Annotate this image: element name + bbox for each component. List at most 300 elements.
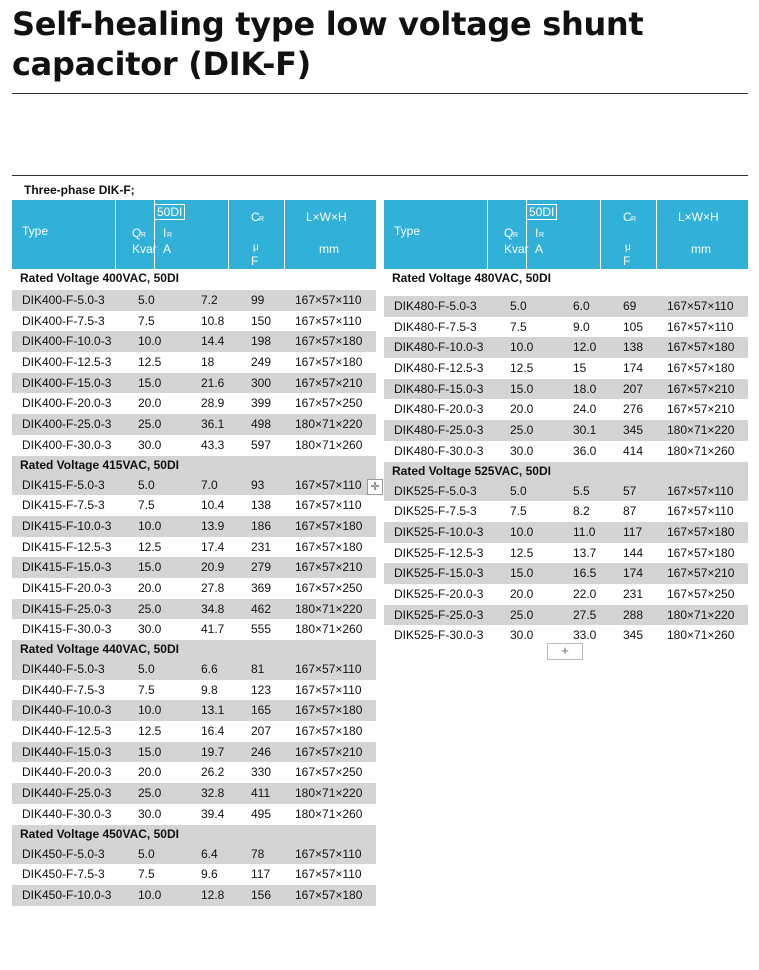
- table-cell: 30.1: [573, 423, 597, 438]
- table-row: [12, 619, 376, 640]
- table-cell: 180×71×220: [667, 423, 735, 438]
- table-cell: 10.0: [138, 703, 162, 718]
- header-c-mu: μ: [625, 242, 631, 253]
- table-cell: 180×71×260: [295, 437, 363, 452]
- table-cell: 13.9: [201, 518, 225, 533]
- table-cell: 167×57×180: [295, 539, 363, 554]
- header-i-sub: R: [167, 232, 173, 239]
- table-cell: 11.0: [573, 524, 596, 539]
- table-cell: 7.5: [138, 498, 155, 513]
- table-cell: 12.5: [510, 361, 534, 376]
- table-cell: 30.0: [510, 628, 534, 643]
- header-c-sub: R: [259, 216, 265, 223]
- table-row: [12, 700, 376, 721]
- table-row: [384, 420, 748, 441]
- table-cell: 345: [623, 628, 644, 643]
- table-cell: 25.0: [138, 786, 162, 801]
- table-row: [12, 516, 376, 537]
- table-cell: 167×57×250: [295, 580, 363, 595]
- table-cell: 7.5: [138, 867, 155, 882]
- table-cell: DIK480-F-20.0-3: [394, 402, 484, 417]
- table-cell: 399: [251, 396, 272, 411]
- table-cell: 12.5: [138, 355, 162, 370]
- table-cell: 15.0: [138, 375, 162, 390]
- table-cell: 20.0: [138, 765, 162, 780]
- table-row: [12, 578, 376, 599]
- table-move-handle-icon[interactable]: ✛: [367, 479, 383, 495]
- table-row: [12, 721, 376, 742]
- table-cell: DIK440-F-10.0-3: [22, 703, 112, 718]
- table-header: [384, 200, 748, 269]
- header-dims: L×W×H: [678, 210, 719, 224]
- table-cell: 43.3: [201, 437, 225, 452]
- voltage-section-label: Rated Voltage 415VAC, 50DI: [12, 456, 376, 475]
- table-cell: DIK525-F-10.0-3: [394, 524, 484, 539]
- table-cell: 167×57×110: [295, 682, 362, 697]
- table-cell: 207: [251, 724, 272, 739]
- table-cell: 167×57×110: [295, 313, 362, 328]
- table-top-rule: [12, 175, 748, 176]
- header-col: [527, 200, 601, 269]
- table-cell: 93: [251, 477, 265, 492]
- table-cell: 414: [623, 443, 644, 458]
- table-cell: 19.7: [201, 744, 225, 759]
- header-c: C: [623, 210, 632, 224]
- table-row: [384, 317, 748, 338]
- table-cell: DIK525-F-7.5-3: [394, 504, 477, 519]
- table-cell: DIK440-F-20.0-3: [22, 765, 112, 780]
- table-cell: 39.4: [201, 806, 225, 821]
- table-cell: 6.6: [201, 662, 218, 676]
- table-cell: DIK440-F-7.5-3: [22, 682, 105, 697]
- table-cell: 13.7: [573, 545, 597, 560]
- table-cell: 30.0: [138, 437, 162, 452]
- table-cell: 117: [623, 524, 643, 539]
- table-cell: 207: [623, 381, 644, 396]
- table-row: [12, 804, 376, 825]
- table-cell: 180×71×260: [295, 622, 363, 637]
- table-cell: 18: [201, 355, 215, 370]
- table-cell: 165: [251, 703, 272, 718]
- table-cell: 186: [251, 518, 272, 533]
- table-cell: 69: [623, 299, 637, 313]
- table-cell: 249: [251, 355, 272, 370]
- table-cell: DIK415-F-10.0-3: [22, 518, 112, 533]
- table-cell: 5.0: [510, 299, 527, 313]
- table-cell: 16.4: [201, 724, 225, 739]
- table-row: [384, 543, 748, 564]
- table-row: [384, 563, 748, 584]
- header-col: [488, 200, 555, 269]
- table-cell: 180×71×260: [667, 628, 735, 643]
- table-cell: DIK440-F-25.0-3: [22, 786, 112, 801]
- table-cell: 17.4: [201, 539, 225, 554]
- table-row: [384, 481, 748, 502]
- table-cell: DIK400-F-20.0-3: [22, 396, 112, 411]
- table-cell: 34.8: [201, 601, 225, 616]
- table-cell: 167×57×210: [667, 566, 735, 581]
- header-q-sub: R: [513, 232, 519, 239]
- table-cell: DIK440-F-30.0-3: [22, 806, 112, 821]
- table-cell: 167×57×180: [295, 724, 363, 739]
- header-col: [285, 200, 376, 269]
- table-cell: 167×57×110: [667, 319, 734, 334]
- header-q-unit: Kvar: [132, 242, 157, 256]
- table-cell: 9.0: [573, 319, 590, 334]
- table-cell: 167×57×110: [295, 293, 362, 307]
- table-cell: 25.0: [510, 423, 534, 438]
- header-c: C: [251, 210, 260, 224]
- table-cell: 180×71×220: [295, 417, 363, 432]
- table-row: [384, 358, 748, 379]
- header-col: [12, 200, 116, 269]
- table-cell: 7.5: [138, 682, 155, 697]
- table-cell: 12.5: [510, 545, 534, 560]
- table-cell: 5.5: [573, 483, 590, 498]
- table-cell: 20.9: [201, 560, 225, 575]
- header-i: I: [163, 226, 167, 240]
- table-row: [384, 441, 748, 462]
- table-row: [12, 783, 376, 804]
- header-type: Type: [22, 224, 49, 238]
- table-cell: 6.4: [201, 846, 218, 861]
- table-cell: 5.0: [138, 293, 155, 307]
- header-i-sub: R: [539, 232, 545, 239]
- table-row: [12, 844, 376, 865]
- table-cell: DIK415-F-12.5-3: [22, 539, 112, 554]
- header-freq: 50DI: [154, 204, 185, 220]
- table-header: [12, 200, 376, 269]
- table-cell: 25.0: [138, 417, 162, 432]
- voltage-section-label: Rated Voltage 480VAC, 50DI: [392, 271, 551, 285]
- table-cell: 15.0: [138, 560, 162, 575]
- table-cell: 12.8: [201, 887, 225, 902]
- table-cell: DIK480-F-10.0-3: [394, 340, 484, 355]
- table-cell: 32.8: [201, 786, 225, 801]
- table-cell: DIK415-F-7.5-3: [22, 498, 105, 513]
- table-cell: 495: [251, 806, 272, 821]
- table-cell: 279: [251, 560, 272, 575]
- header-dims-unit: mm: [691, 242, 711, 256]
- table-cell: 180×71×260: [295, 806, 363, 821]
- table-cell: 18.0: [573, 381, 597, 396]
- table-cell: 14.4: [201, 334, 225, 349]
- table-cell: 330: [251, 765, 272, 780]
- table-row: [12, 435, 376, 456]
- table-cell: DIK440-F-15.0-3: [22, 744, 112, 759]
- table-cell: 167×57×210: [295, 744, 363, 759]
- table-cell: 78: [251, 846, 265, 861]
- table-cell: 12.5: [138, 724, 162, 739]
- table-cell: DIK525-F-30.0-3: [394, 628, 484, 643]
- table-cell: 9.8: [201, 682, 218, 697]
- table-row: [12, 331, 376, 352]
- table-cell: 25.0: [510, 607, 534, 622]
- table-cell: 138: [623, 340, 644, 355]
- table-cell: 174: [623, 566, 644, 581]
- table-cell: 174: [623, 361, 644, 376]
- table-cell: DIK415-F-25.0-3: [22, 601, 112, 616]
- table-cell: 10.0: [510, 524, 534, 539]
- table-cell: DIK525-F-15.0-3: [394, 566, 484, 581]
- table-cell: 15.0: [138, 744, 162, 759]
- table-cell: DIK415-F-20.0-3: [22, 580, 112, 595]
- table-cell: 30.0: [138, 806, 162, 821]
- table-subtitle: Three-phase DIK-F;: [24, 183, 135, 197]
- table-cell: 57: [623, 483, 637, 498]
- table-row: [12, 885, 376, 906]
- header-col: [116, 200, 183, 269]
- table-cell: 167×57×210: [667, 381, 735, 396]
- table-cell: 117: [251, 867, 271, 882]
- table-cell: 167×57×210: [295, 560, 363, 575]
- table-cell: 27.5: [573, 607, 597, 622]
- table-cell: 22.0: [573, 586, 597, 601]
- table-cell: 7.0: [201, 477, 218, 492]
- table-cell: 26.2: [201, 765, 225, 780]
- table-cell: 167×57×180: [667, 361, 735, 376]
- table-cell: 167×57×250: [295, 396, 363, 411]
- table-row: [12, 495, 376, 516]
- table-cell: 13.1: [201, 703, 225, 718]
- table-row: [12, 680, 376, 701]
- table-cell: DIK525-F-12.5-3: [394, 545, 484, 560]
- header-dims: L×W×H: [306, 210, 347, 224]
- table-cell: DIK480-F-12.5-3: [394, 361, 484, 376]
- header-c-unit: F: [251, 254, 259, 268]
- table-cell: 12.0: [573, 340, 597, 355]
- table-cell: DIK480-F-30.0-3: [394, 443, 484, 458]
- table-cell: DIK400-F-7.5-3: [22, 313, 105, 328]
- table-cell: 10.8: [201, 313, 225, 328]
- table-cell: 28.9: [201, 396, 225, 411]
- table-cell: 167×57×110: [295, 867, 362, 882]
- table-cell: 7.5: [510, 319, 527, 334]
- header-col: [229, 200, 285, 269]
- table-cell: 167×57×180: [295, 887, 363, 902]
- table-cell: 167×57×110: [667, 483, 734, 498]
- header-dims-unit: mm: [319, 242, 339, 256]
- table-cell: 144: [623, 545, 644, 560]
- table-cell: 81: [251, 662, 265, 676]
- table-cell: 180×71×220: [295, 601, 363, 616]
- header-q-sub: R: [141, 232, 147, 239]
- table-cell: 597: [251, 437, 272, 452]
- table-cell: 167×57×180: [295, 334, 363, 349]
- table-row: [384, 605, 748, 626]
- table-cell: 41.7: [201, 622, 225, 637]
- voltage-section-label: Rated Voltage 440VAC, 50DI: [12, 640, 376, 659]
- table-row: [384, 296, 748, 317]
- table-row: [12, 537, 376, 558]
- header-type: Type: [394, 224, 421, 238]
- table-cell: 15: [573, 361, 587, 376]
- table-cell: 99: [251, 293, 265, 307]
- table-cell: 24.0: [573, 402, 597, 417]
- table-row: [12, 475, 376, 496]
- table-cell: 21.6: [201, 375, 225, 390]
- table-cell: DIK525-F-20.0-3: [394, 586, 484, 601]
- table-cell: 10.0: [138, 887, 162, 902]
- table-row: [12, 311, 376, 332]
- table-cell: DIK450-F-7.5-3: [22, 867, 105, 882]
- table-cell: 7.5: [510, 504, 527, 519]
- table-cell: 555: [251, 622, 272, 637]
- header-c-unit: F: [623, 254, 631, 268]
- table-cell: 105: [623, 319, 644, 334]
- table-cell: 138: [251, 498, 272, 513]
- voltage-section-label: Rated Voltage 450VAC, 50DI: [12, 825, 376, 844]
- table-cell: 300: [251, 375, 272, 390]
- table-cell: 27.8: [201, 580, 225, 595]
- table-cell: 30.0: [138, 622, 162, 637]
- table-cell: 6.0: [573, 299, 590, 313]
- table-cell: DIK400-F-30.0-3: [22, 437, 112, 452]
- left-spec-table: [12, 200, 376, 906]
- table-cell: 9.6: [201, 867, 218, 882]
- right-spec-table: [384, 200, 748, 646]
- table-cell: 167×57×210: [295, 375, 363, 390]
- table-row: [384, 337, 748, 358]
- table-row: [12, 414, 376, 435]
- table-cell: 5.0: [138, 846, 155, 861]
- table-cell: 15.0: [510, 381, 534, 396]
- table-cell: 87: [623, 504, 637, 519]
- table-cell: 7.2: [201, 293, 218, 307]
- table-cell: 16.5: [573, 566, 597, 581]
- table-cell: 150: [251, 313, 272, 328]
- table-cell: DIK400-F-15.0-3: [22, 375, 112, 390]
- table-row: [384, 584, 748, 605]
- table-cell: 10.0: [138, 334, 162, 349]
- table-cell: 10.4: [201, 498, 225, 513]
- table-cell: 167×57×250: [667, 586, 735, 601]
- table-cell: 20.0: [138, 580, 162, 595]
- table-cell: 30.0: [510, 443, 534, 458]
- table-cell: 369: [251, 580, 272, 595]
- table-cell: DIK525-F-25.0-3: [394, 607, 484, 622]
- table-row: [384, 522, 748, 543]
- table-cell: 167×57×180: [295, 703, 363, 718]
- table-cell: 167×57×110: [667, 299, 734, 313]
- table-cell: DIK480-F-5.0-3: [394, 299, 477, 313]
- table-cell: 167×57×180: [667, 524, 735, 539]
- table-cell: DIK525-F-5.0-3: [394, 483, 477, 498]
- add-row-button[interactable]: +: [547, 643, 583, 660]
- table-cell: 462: [251, 601, 272, 616]
- table-cell: DIK415-F-15.0-3: [22, 560, 112, 575]
- table-cell: 167×57×110: [295, 477, 362, 492]
- table-cell: DIK480-F-25.0-3: [394, 423, 484, 438]
- table-cell: 15.0: [510, 566, 534, 581]
- table-cell: 12.5: [138, 539, 162, 554]
- header-i: I: [535, 226, 539, 240]
- table-cell: 156: [251, 887, 272, 902]
- table-row: [12, 373, 376, 394]
- table-cell: DIK400-F-12.5-3: [22, 355, 112, 370]
- table-cell: DIK440-F-5.0-3: [22, 662, 105, 676]
- table-cell: 498: [251, 417, 272, 432]
- table-cell: 20.0: [510, 402, 534, 417]
- table-row: [12, 742, 376, 763]
- table-row: [12, 352, 376, 373]
- table-cell: 10.0: [138, 518, 162, 533]
- header-q-unit: Kvar: [504, 242, 529, 256]
- table-cell: DIK440-F-12.5-3: [22, 724, 112, 739]
- table-cell: 180×71×220: [295, 786, 363, 801]
- table-row: [12, 864, 376, 885]
- table-cell: 180×71×220: [667, 607, 735, 622]
- table-cell: 246: [251, 744, 272, 759]
- table-cell: 167×57×250: [295, 765, 363, 780]
- table-cell: 5.0: [138, 477, 155, 492]
- table-cell: 288: [623, 607, 644, 622]
- table-cell: 167×57×110: [295, 846, 362, 861]
- table-cell: 167×57×110: [667, 504, 734, 519]
- header-q: Q: [504, 226, 514, 240]
- table-cell: 167×57×110: [295, 498, 362, 513]
- table-cell: 231: [623, 586, 644, 601]
- table-cell: 167×57×110: [295, 662, 362, 676]
- table-cell: DIK480-F-7.5-3: [394, 319, 477, 334]
- header-col: [384, 200, 488, 269]
- table-cell: DIK450-F-10.0-3: [22, 887, 112, 902]
- table-cell: DIK400-F-5.0-3: [22, 293, 105, 307]
- table-cell: DIK415-F-30.0-3: [22, 622, 112, 637]
- table-cell: 10.0: [510, 340, 534, 355]
- header-c-sub: R: [631, 216, 637, 223]
- table-row: [384, 501, 748, 522]
- table-cell: 276: [623, 402, 644, 417]
- voltage-section-label: Rated Voltage 525VAC, 50DI: [384, 462, 748, 481]
- table-cell: 167×57×180: [667, 545, 735, 560]
- table-cell: 5.0: [510, 483, 527, 498]
- header-freq: 50DI: [526, 204, 557, 220]
- table-cell: 198: [251, 334, 272, 349]
- table-cell: 123: [251, 682, 272, 697]
- header-i-unit: A: [163, 242, 172, 256]
- table-row: [12, 557, 376, 578]
- table-cell: 36.1: [201, 417, 225, 432]
- voltage-section-label: Rated Voltage 400VAC, 50DI: [20, 271, 179, 285]
- table-cell: DIK480-F-15.0-3: [394, 381, 484, 396]
- table-row: [12, 762, 376, 783]
- table-cell: 36.0: [573, 443, 597, 458]
- header-col: [657, 200, 748, 269]
- table-cell: DIK400-F-10.0-3: [22, 334, 112, 349]
- table-cell: 167×57×180: [295, 518, 363, 533]
- table-cell: DIK415-F-5.0-3: [22, 477, 105, 492]
- table-cell: 411: [251, 786, 271, 801]
- table-cell: 345: [623, 423, 644, 438]
- table-cell: 167×57×180: [295, 355, 363, 370]
- table-cell: DIK400-F-25.0-3: [22, 417, 112, 432]
- table-cell: 25.0: [138, 601, 162, 616]
- header-i-unit: A: [535, 242, 544, 256]
- page-title: Self-healing type low voltage shunt capacitor (DIK-F): [12, 5, 644, 83]
- table-cell: 231: [251, 539, 272, 554]
- title-underline: [12, 93, 748, 94]
- table-cell: 5.0: [138, 662, 155, 676]
- table-cell: 20.0: [510, 586, 534, 601]
- table-row: [12, 659, 376, 680]
- header-col: [601, 200, 657, 269]
- table-cell: 167×57×180: [667, 340, 735, 355]
- table-row: [384, 379, 748, 400]
- table-cell: 180×71×260: [667, 443, 735, 458]
- table-row: [12, 599, 376, 620]
- header-c-mu: μ: [253, 242, 259, 253]
